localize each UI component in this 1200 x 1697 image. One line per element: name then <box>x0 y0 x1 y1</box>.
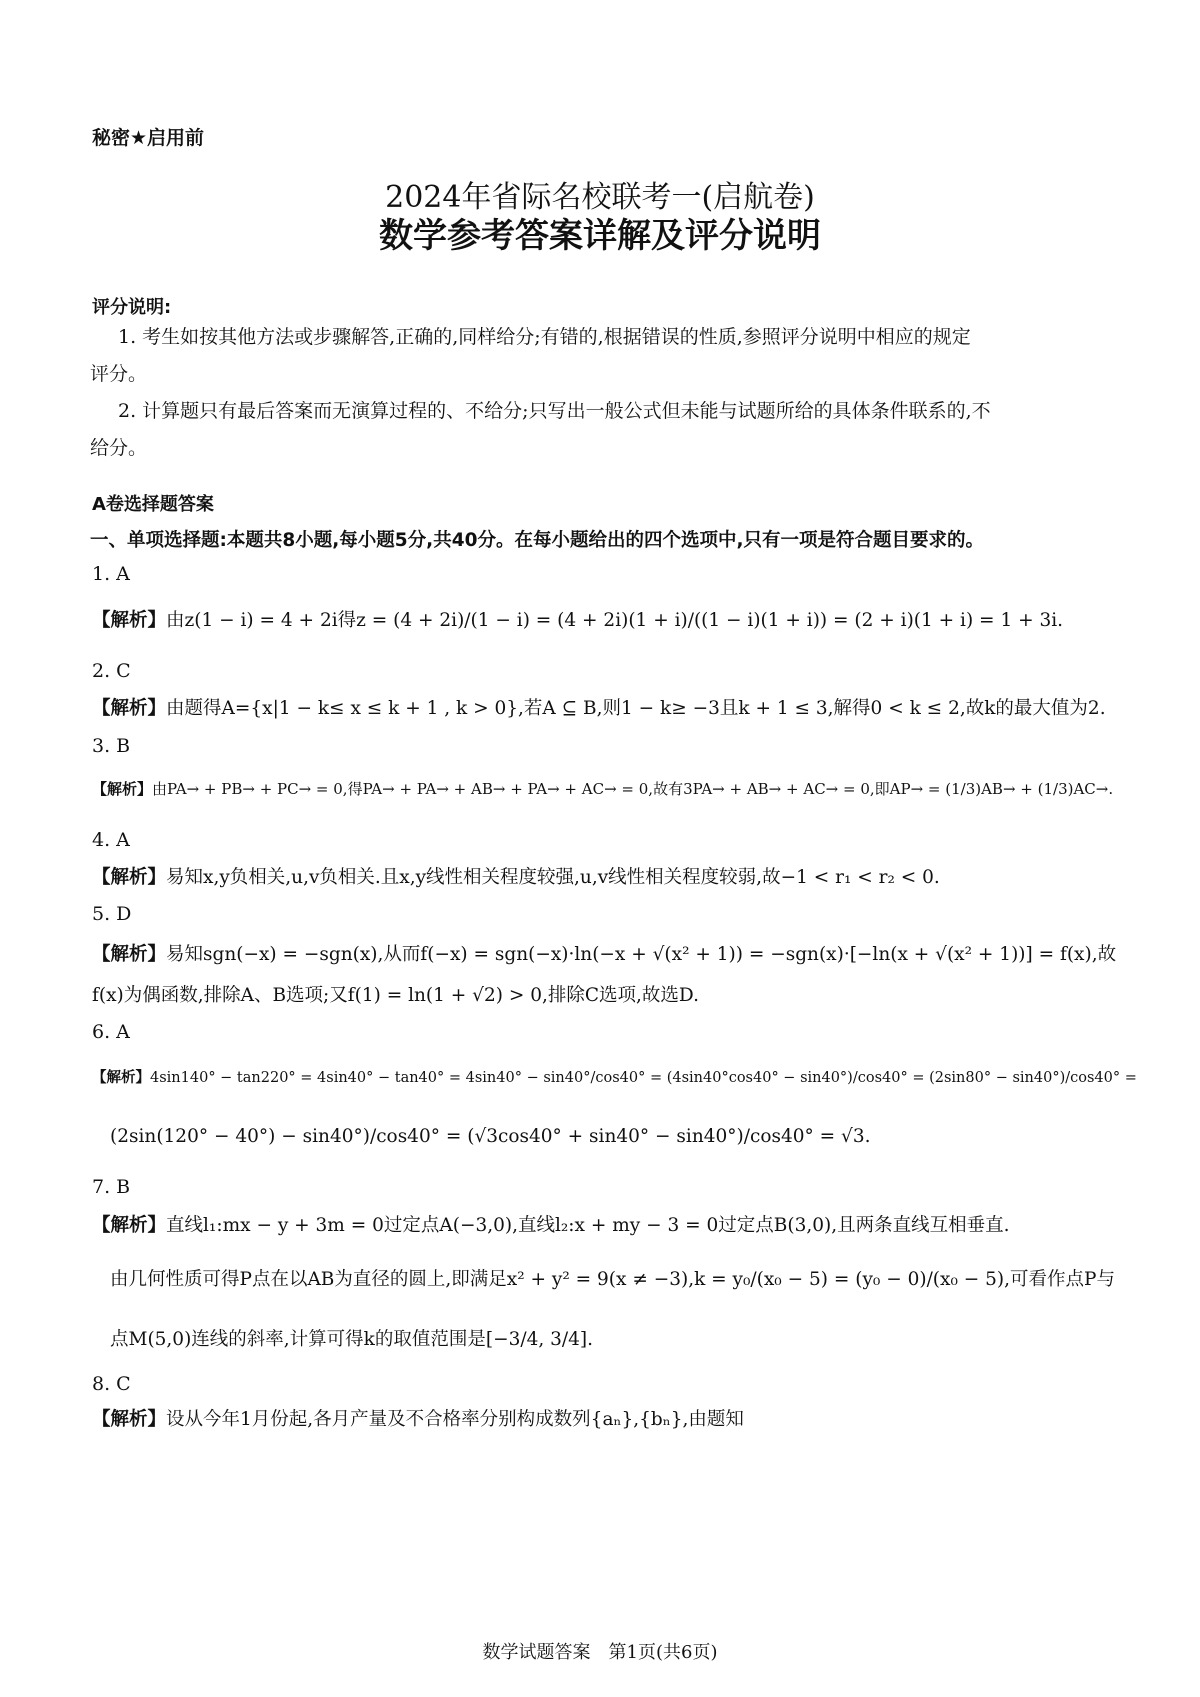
question-2-solution <box>92 694 1106 720</box>
question-7-solution-line-2: 由几何性质可得P点在以AB为直径的圆上,即满足x² + y² = 9(x ≠ −3),k = y₀/(x₀ − 5) = (y₀ − 0)/(x₀ − 5),可看作点P与 <box>110 1269 1115 1290</box>
solution-tag: 【解析】 <box>92 1409 167 1430</box>
question-7-solution-line-1 <box>92 1211 1010 1237</box>
question-7-answer: 7. B <box>92 1176 131 1198</box>
question-7-solution-line-3: 点M(5,0)连线的斜率,计算可得k的取值范围是[−3/4, 3/4]. <box>110 1329 594 1350</box>
page-footer: 数学试题答案 第1页(共6页) <box>482 1642 718 1663</box>
question-4-solution <box>92 863 940 889</box>
question-5-solution-line-2: f(x)为偶函数,排除A、B选项;又f(1) = ln(1 + √2) > 0,排除C选项,故选D. <box>92 985 699 1006</box>
solution-tag: 【解析】 <box>92 867 167 888</box>
question-6-solution-line-1 <box>92 1066 1137 1087</box>
scoring-item-1-line-1: 1. 考生如按其他方法或步骤解答,正确的,同样给分;有错的,根据错误的性质,参照评分说明中相应的规定 <box>118 326 971 348</box>
scoring-item-2-line-2: 给分。 <box>90 437 148 459</box>
section-a-heading: A卷选择题答案 <box>92 494 214 515</box>
scoring-item-2-line-1: 2. 计算题只有最后答案而无演算过程的、不给分;只写出一般公式但未能与试题所给的具体条件联系的,不 <box>118 400 991 422</box>
question-5-solution-line-1 <box>92 940 1116 966</box>
question-4-answer: 4. A <box>92 829 130 851</box>
solution-line: 易知x,y负相关,u,v负相关.且x,y线性相关程度较强,u,v线性相关程度较弱,故−1 < r₁ < r₂ < 0. <box>166 867 940 888</box>
solution-tag: 【解析】 <box>92 698 167 719</box>
question-3-solution <box>92 778 1113 799</box>
scoring-heading: 评分说明: <box>92 297 172 318</box>
solution-line: 由题得A={x|1 − k≤ x ≤ k + 1 , k > 0},若A ⊆ B,则1 − k≥ −3且k + 1 ≤ 3,解得0 < k ≤ 2,故k的最大值为2. <box>166 698 1106 719</box>
solution-tag: 【解析】 <box>92 1215 167 1236</box>
solution-tag: 【解析】 <box>92 944 167 965</box>
question-6-solution-line-2: (2sin(120° − 40°) − sin40°)/cos40° = (√3cos40° + sin40° − sin40°)/cos40° = √3. <box>110 1126 871 1147</box>
solution-line: 由z(1 − i) = 4 + 2i得z = (4 + 2i)/(1 − i) = (4 + 2i)(1 + i)/((1 − i)(1 + i)) = (2 + i)(1 + i) = 1 + 3i. <box>166 610 1064 631</box>
question-1-answer: 1. A <box>92 563 130 585</box>
document-title: 数学参考答案详解及评分说明 <box>379 216 821 256</box>
question-8-solution <box>92 1405 744 1431</box>
scoring-item-1-line-2: 评分。 <box>90 363 148 385</box>
solution-tag: 【解析】 <box>92 1070 150 1086</box>
solution-line: 设从今年1月份起,各月产量及不合格率分别构成数列{aₙ},{bₙ},由题知 <box>166 1409 744 1430</box>
solution-line: 易知sgn(−x) = −sgn(x),从而f(−x) = sgn(−x)·ln(−x + √(x² + 1)) = −sgn(x)·[−ln(x + √(x² + 1))] = f(x),故 <box>166 944 1117 965</box>
solution-tag: 【解析】 <box>92 610 167 631</box>
solution-line: 4sin140° − tan220° = 4sin40° − tan40° = 4sin40° − sin40°/cos40° = (4sin40°cos40° − sin40°)/cos40° = (2sin80° − sin40°)/cos40° = <box>150 1070 1137 1086</box>
exam-title: 2024年省际名校联考一(启航卷) <box>385 180 815 215</box>
solution-line: 直线l₁:mx − y + 3m = 0过定点A(−3,0),直线l₂:x + my − 3 = 0过定点B(3,0),且两条直线互相垂直. <box>166 1215 1010 1236</box>
question-6-answer: 6. A <box>92 1021 130 1043</box>
question-5-answer: 5. D <box>92 903 132 925</box>
question-1-solution <box>92 606 1063 632</box>
solution-tag: 【解析】 <box>92 780 153 798</box>
question-8-answer: 8. C <box>92 1373 131 1395</box>
question-3-answer: 3. B <box>92 735 131 757</box>
secret-mark: 秘密★启用前 <box>92 127 205 149</box>
part-one-instructions: 一、单项选择题:本题共8小题,每小题5分,共40分。在每小题给出的四个选项中,只有一项是符合题目要求的。 <box>90 530 984 551</box>
solution-line: 由PA→ + PB→ + PC→ = 0,得PA→ + PA→ + AB→ + PA→ + AC→ = 0,故有3PA→ + AB→ + AC→ = 0,即AP→ = (1/3)AB→ + (1/3)AC→. <box>152 780 1114 798</box>
question-2-answer: 2. C <box>92 660 131 682</box>
